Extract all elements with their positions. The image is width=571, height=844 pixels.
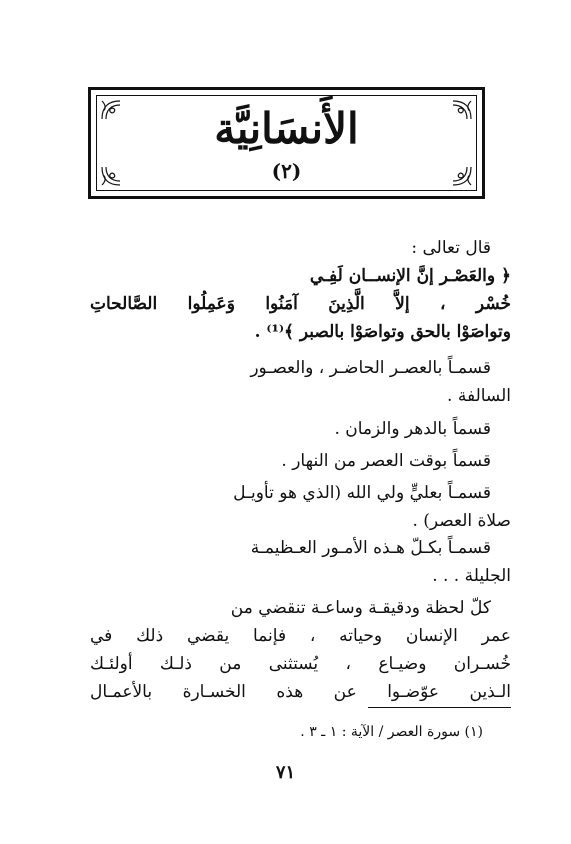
chapter-title: الأَنسَانِيَّة [214, 104, 359, 153]
text-line: السالفة . [447, 386, 511, 406]
quran-verse-line: خُسْر ، إلاَّ الَّذِينَ آمَنُوا وَعَمِلُوا الصَّالحاتِ [90, 294, 511, 314]
quran-verse-line: ﴿ والعَصْـر إنَّ الإنســان لَفِـي [309, 266, 511, 286]
text-line: عمر الإنسان وحياته ، فإنما يقضي ذلك في [90, 626, 511, 646]
text-line: كلّ لحظة ودقيقـة وساعـة تنقضي من [230, 598, 491, 618]
quran-verse-line: وتواصَوْا بالحق وتواصَوْا بالصبر ﴾⁽¹⁾ . [254, 322, 511, 342]
text-line: قال تعالى : [411, 238, 491, 258]
page-number: ٧١ [275, 762, 296, 783]
chapter-number: (٢) [271, 159, 302, 183]
text-line: خُسـران وضيـاع ، يُستثنى من ذلـك أولئـك [90, 654, 511, 674]
text-line: قسماً بوقت العصر من النهار . [281, 451, 491, 471]
footnote: (١) سورة العصر / الآية : ١ ـ ٣ . [300, 724, 483, 740]
text-line: الـذين عوّضـوا عن هذه الخسـارة بالأعمـال [90, 682, 511, 702]
text-line: قسمـاً بعليٍّ ولي الله (الذي هو تأويـل [233, 483, 491, 503]
text-line: قسماً بالدهر والزمان . [334, 419, 491, 439]
footnote-divider [368, 707, 511, 708]
text-line: قسمـاً بالعصـر الحاضـر ، والعصـور [250, 358, 491, 378]
text-line: الجليلة . . . [432, 566, 511, 586]
text-line: صلاة العصر) . [412, 511, 511, 531]
text-line: قسمـاً بكـلّ هـذه الأمـور العـظيمـة [250, 538, 491, 558]
